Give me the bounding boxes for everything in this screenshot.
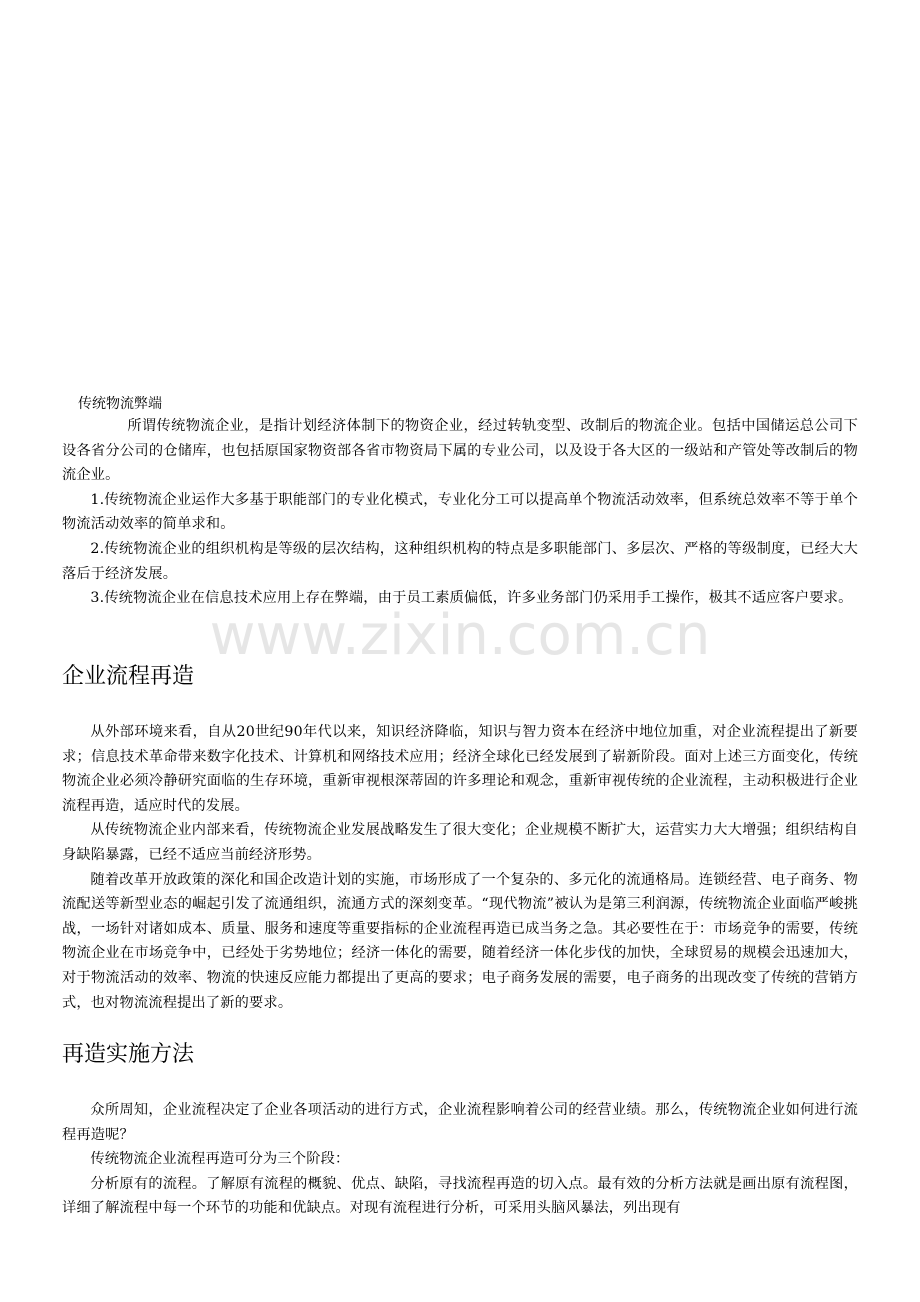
paragraph: 2.传统物流企业的组织机构是等级的层次结构，这种组织机构的特点是多职能部门、多层次、严格的等级制度，已经大大落后于经济发展。 [62,540,858,582]
paragraph: 从外部环境来看，自从20世纪90年代以来，知识经济降临，知识与智力资本在经济中地位加重，对企业流程提出了新要求；信息技术革命带来数字化技术、计算机和网络技术应用；经济全球化已经发展到了崭新阶段。面对上述三方面变化，传统物流企业必须冷静研究面临的生存环境，重新审视根深蒂固的许多理论和观念，重新审视传统的企业流程，主动积极进行企业流程再造，适应时代的发展。 [62,724,858,814]
section-title-traditional-logistics: 传统物流弊端 [78,396,162,412]
paragraph: 分析原有的流程。了解原有流程的概貌、优点、缺陷，寻找流程再造的切入点。最有效的分析方法就是画出原有流程图，详细了解流程中每一个环节的功能和优缺点。对现有流程进行分析，可采用头脑风暴法，列出现有 [62,1175,858,1217]
paragraph: 传统物流企业流程再造可分为三个阶段： [90,1151,350,1168]
paragraph: 1.传统物流企业运作大多基于职能部门的专业化模式，专业化分工可以提高单个物流活动效率，但系统总效率不等于单个物流活动效率的简单求和。 [62,491,858,533]
section-body-process-reengineering [62,720,858,1015]
paragraph: 所谓传统物流企业，是指计划经济体制下的物资企业，经过转轨变型、改制后的物流企业。包括中国储运总公司下设各省分公司的仓储库，也包括原国家物资部各省市物资局下属的专业公司，以及设于各大区的一级站和产管处等改制后的物流企业。 [62,418,858,484]
paragraph: 3.传统物流企业在信息技术应用上存在弊端，由于员工素质偏低，许多业务部门仍采用手工操作，极其不适应客户要求。 [90,590,853,607]
watermark: www.zixin.com.cn [209,603,711,668]
paragraph: 随着改革开放政策的深化和国企改造计划的实施，市场形成了一个复杂的、多元化的流通格局。连锁经营、电子商务、物流配送等新型业态的崛起引发了流通组织，流通方式的深刻变革。“现代物流”被认为是第三利润源，传统物流企业面临严峻挑战，一场针对诸如成本、质量、服务和速度等重要指标的企业流程再造已成当务之急。其必要性在于：市场竞争的需要，传统物流企业在市场竞争中，已经处于劣势地位；经济一体化的需要，随着经济一体化步伐的加快，全球贸易的规模会迅速加大，对于物流活动的效率、物流的快速反应能力都提出了更高的要求；电子商务发展的需要，电子商务的出现改变了传统的营销方式，也对物流流程提出了新的要求。 [62,871,858,1011]
paragraph: 从传统物流企业内部来看，传统物流企业发展战略发生了很大变化；企业规模不断扩大，运营实力大大增强；组织结构自身缺陷暴露，已经不适应当前经济形势。 [62,822,858,863]
paragraph: 众所周知，企业流程决定了企业各项活动的进行方式，企业流程影响着公司的经营业绩。那么，传统物流企业如何进行流程再造呢？ [62,1102,858,1143]
section-body-traditional-logistics [62,414,858,611]
heading-implementation-method: 再造实施方法 [62,1042,195,1067]
heading-process-reengineering: 企业流程再造 [62,664,195,689]
section-body-implementation-method [62,1098,858,1221]
